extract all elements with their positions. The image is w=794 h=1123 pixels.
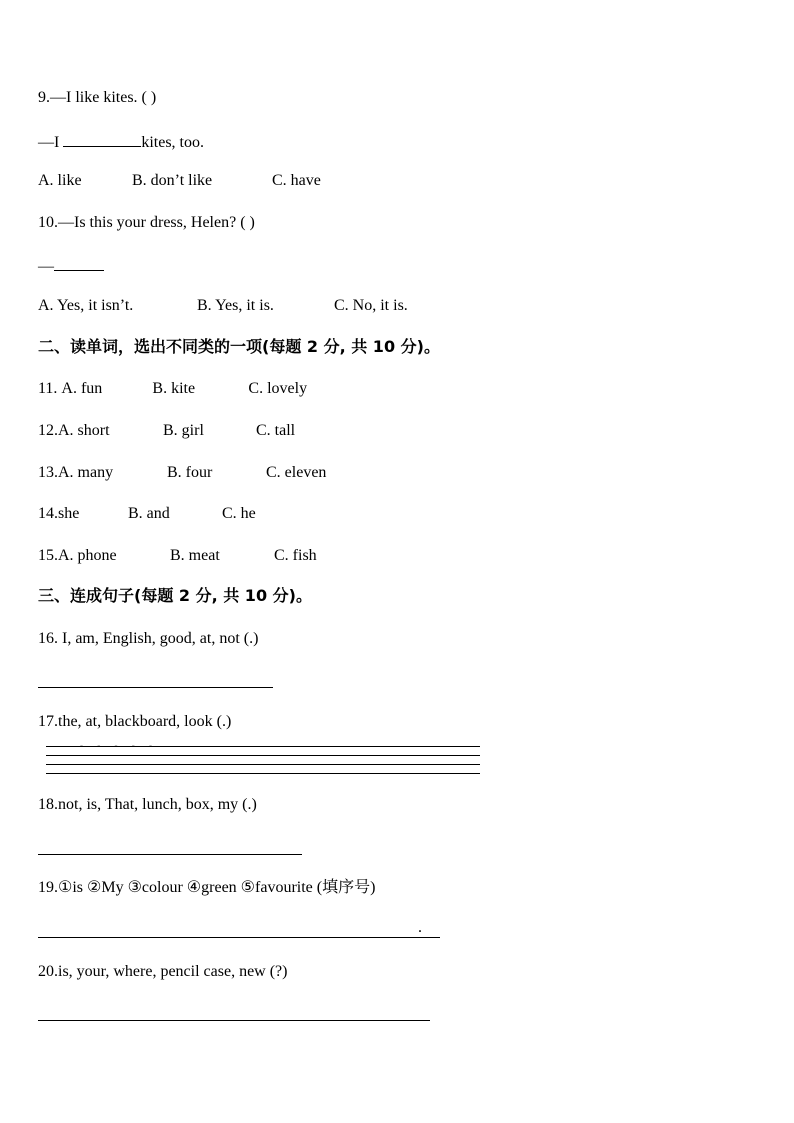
q14-number: 14. [38,505,58,522]
q12-option-c[interactable]: C. tall [256,422,296,439]
q15-option-b[interactable]: B. meat [170,547,220,564]
q9-reply-prefix: —I [38,134,64,151]
q13-row [38,463,326,483]
q17-prompt: 17.the, at, blackboard, look (.) [38,713,232,730]
q13-option-c[interactable]: C. eleven [266,464,327,481]
q16-prompt: 16. I, am, English, good, at, not (.) [38,630,259,647]
q9-option-b[interactable]: B. don’t like [132,172,213,189]
q13-number: 13. [38,464,58,481]
section2-heading: 二、读单词，选出不同类的一项(每题 2 分, 共 10 分)。 [38,337,440,356]
q20-answer-line[interactable] [38,1020,430,1021]
q19-period: . [418,919,422,936]
q9-prompt: 9.—I like kites. ( ) [38,89,157,106]
q11-number: 11. [38,380,62,397]
q17-ruled-line-4[interactable] [46,773,480,774]
q12-option-b[interactable]: B. girl [163,422,204,439]
q9-reply [38,130,204,153]
q10-reply-prefix: — [38,258,54,275]
q9-reply-suffix: kites, too. [141,134,204,151]
q11-row [38,379,307,399]
q19-answer-line[interactable] [38,937,440,938]
q10-option-c[interactable]: C. No, it is. [334,297,408,314]
q17-ruled-line-3[interactable] [46,764,480,765]
q17-faint-marks: - - - - - [80,740,158,750]
q11-option-b[interactable]: B. kite [152,380,196,397]
q14-option-a[interactable]: she [58,505,80,522]
section3-heading: 三、连成句子(每题 2 分, 共 10 分)。 [38,586,312,605]
q14-option-b[interactable]: B. and [128,505,170,522]
q18-answer-line[interactable] [38,854,302,855]
q9-options [38,171,321,191]
q12-row [38,421,295,441]
q19-prompt: 19.①is ②My ③colour ④green ⑤favourite (填序号) [38,879,376,896]
q15-option-c[interactable]: C. fish [274,547,317,564]
q11-option-c[interactable]: C. lovely [248,380,308,397]
q9-option-c[interactable]: C. have [272,172,321,189]
q10-option-a[interactable]: A. Yes, it isn’t. [38,297,134,314]
q10-answer-blank[interactable] [54,254,104,271]
q13-option-b[interactable]: B. four [167,464,213,481]
q15-option-a[interactable]: A. phone [58,547,117,564]
q12-option-a[interactable]: A. short [58,422,110,439]
q17-ruled-line-2[interactable] [46,755,480,756]
q10-prompt: 10.—Is this your dress, Helen? ( ) [38,214,255,231]
q10-reply [38,254,104,277]
q9-option-a[interactable]: A. like [38,172,82,189]
q20-prompt: 20.is, your, where, pencil case, new (?) [38,963,288,980]
q10-options [38,296,408,316]
q14-option-c[interactable]: C. he [222,505,256,522]
q10-option-b[interactable]: B. Yes, it is. [197,297,274,314]
q18-prompt: 18.not, is, That, lunch, box, my (.) [38,796,257,813]
q15-row [38,546,317,566]
q12-number: 12. [38,422,58,439]
q14-row [38,504,256,524]
q17-ruled-line-1[interactable] [46,746,480,747]
q16-answer-line[interactable] [38,687,273,688]
q13-option-a[interactable]: A. many [58,464,114,481]
q9-answer-blank[interactable] [63,130,141,147]
q11-option-a[interactable]: A. fun [61,380,103,397]
q15-number: 15. [38,547,58,564]
